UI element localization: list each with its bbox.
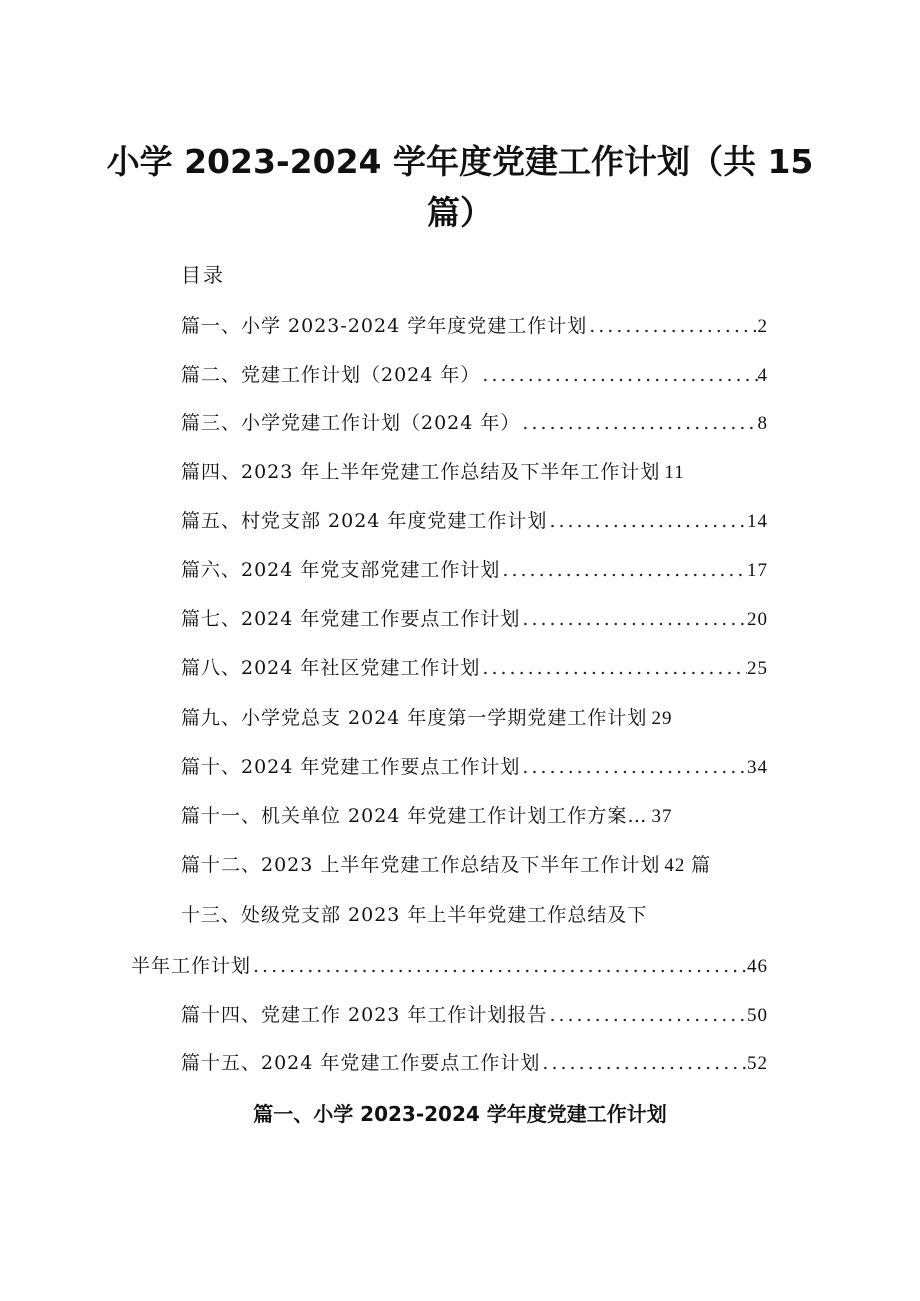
toc-entry-label: 篇一、小学 2023-2024 学年度党建工作计划 — [181, 315, 588, 337]
toc-heading: 目录 — [181, 263, 225, 287]
toc-dot-leader — [480, 361, 757, 389]
toc-entry-continued[interactable]: 十三、处级党支部 2023 年上半年党建工作总结及下 — [181, 904, 648, 926]
toc-entry-label: 半年工作计划 — [131, 955, 252, 977]
toc-dot-leader — [520, 753, 747, 781]
toc-entry[interactable] — [181, 605, 768, 633]
toc-dot-leader — [251, 952, 747, 980]
toc-dot-leader — [587, 312, 757, 340]
toc-entry-page: 17 — [747, 560, 768, 581]
toc-entry-page: 20 — [747, 609, 768, 630]
toc-dot-leader — [480, 654, 747, 682]
toc-dot-leader — [500, 556, 747, 584]
toc-entry-label: 篇六、2024 年党支部党建工作计划 — [181, 559, 501, 581]
toc-entry-page: 14 — [747, 511, 768, 532]
toc-entry[interactable] — [181, 802, 768, 830]
toc-entry[interactable] — [181, 753, 768, 781]
toc-entry-page: 29 — [651, 708, 673, 729]
toc-entry-page: 34 — [747, 757, 768, 778]
toc-dot-leader — [547, 507, 747, 535]
toc-entry-label: 篇七、2024 年党建工作要点工作计划 — [181, 608, 521, 630]
document-title-line-2: 篇） — [427, 193, 493, 232]
toc-entry[interactable] — [131, 952, 768, 980]
toc-entry-label: 篇十四、党建工作 2023 年工作计划报告 — [181, 1004, 548, 1026]
toc-entry-page: 8 — [757, 413, 768, 434]
toc-dot-leader — [540, 1049, 747, 1077]
toc-entry[interactable] — [181, 507, 768, 535]
toc-entry-page: 46 — [747, 956, 768, 977]
toc-entry-page: 37 — [651, 806, 673, 827]
toc-entry[interactable] — [181, 1001, 768, 1029]
section-heading: 篇一、小学 2023-2024 学年度党建工作计划 — [253, 1102, 667, 1126]
toc-entry-label: 篇三、小学党建工作计划（2024 年） — [181, 412, 521, 434]
toc-entry[interactable] — [181, 556, 768, 584]
toc-dot-leader — [520, 409, 757, 437]
toc-dot-leader — [547, 1001, 747, 1029]
toc-entry[interactable] — [181, 654, 768, 682]
toc-entry-label: 篇十五、2024 年党建工作要点工作计划 — [181, 1052, 541, 1074]
toc-entry-page: 25 — [747, 658, 768, 679]
toc-entry[interactable] — [181, 1049, 768, 1077]
toc-dot-leader — [520, 605, 747, 633]
toc-entry-label: 篇十、2024 年党建工作要点工作计划 — [181, 756, 521, 778]
toc-entry-label: 篇十一、机关单位 2024 年党建工作计划工作方案… — [181, 805, 648, 827]
toc-entry[interactable] — [181, 361, 768, 389]
toc-entry[interactable] — [181, 851, 768, 879]
toc-entry-page: 11 — [664, 462, 685, 483]
toc-entry-page: 4 — [757, 365, 768, 386]
toc-entry-page: 42 篇 — [664, 855, 712, 876]
toc-entry[interactable] — [181, 458, 768, 486]
toc-entry-label: 篇八、2024 年社区党建工作计划 — [181, 657, 481, 679]
toc-entry[interactable] — [181, 312, 768, 340]
toc-entry-page: 50 — [747, 1005, 768, 1026]
toc-entry-label: 篇九、小学党总支 2024 年度第一学期党建工作计划 — [181, 707, 648, 729]
toc-entry-label: 篇四、2023 年上半年党建工作总结及下半年工作计划 — [181, 461, 661, 483]
document-title-line-1: 小学 2023-2024 学年度党建工作计划（共 15 — [106, 142, 814, 181]
toc-entry[interactable] — [181, 704, 768, 732]
toc-entry[interactable] — [181, 409, 768, 437]
toc-entry-label: 篇十二、2023 上半年党建工作总结及下半年工作计划 — [181, 854, 661, 876]
toc-entry-page: 52 — [747, 1053, 768, 1074]
toc-entry-label: 篇五、村党支部 2024 年度党建工作计划 — [181, 510, 548, 532]
toc-entry-label: 篇二、党建工作计划（2024 年） — [181, 364, 481, 386]
toc-entry-page: 2 — [757, 316, 768, 337]
